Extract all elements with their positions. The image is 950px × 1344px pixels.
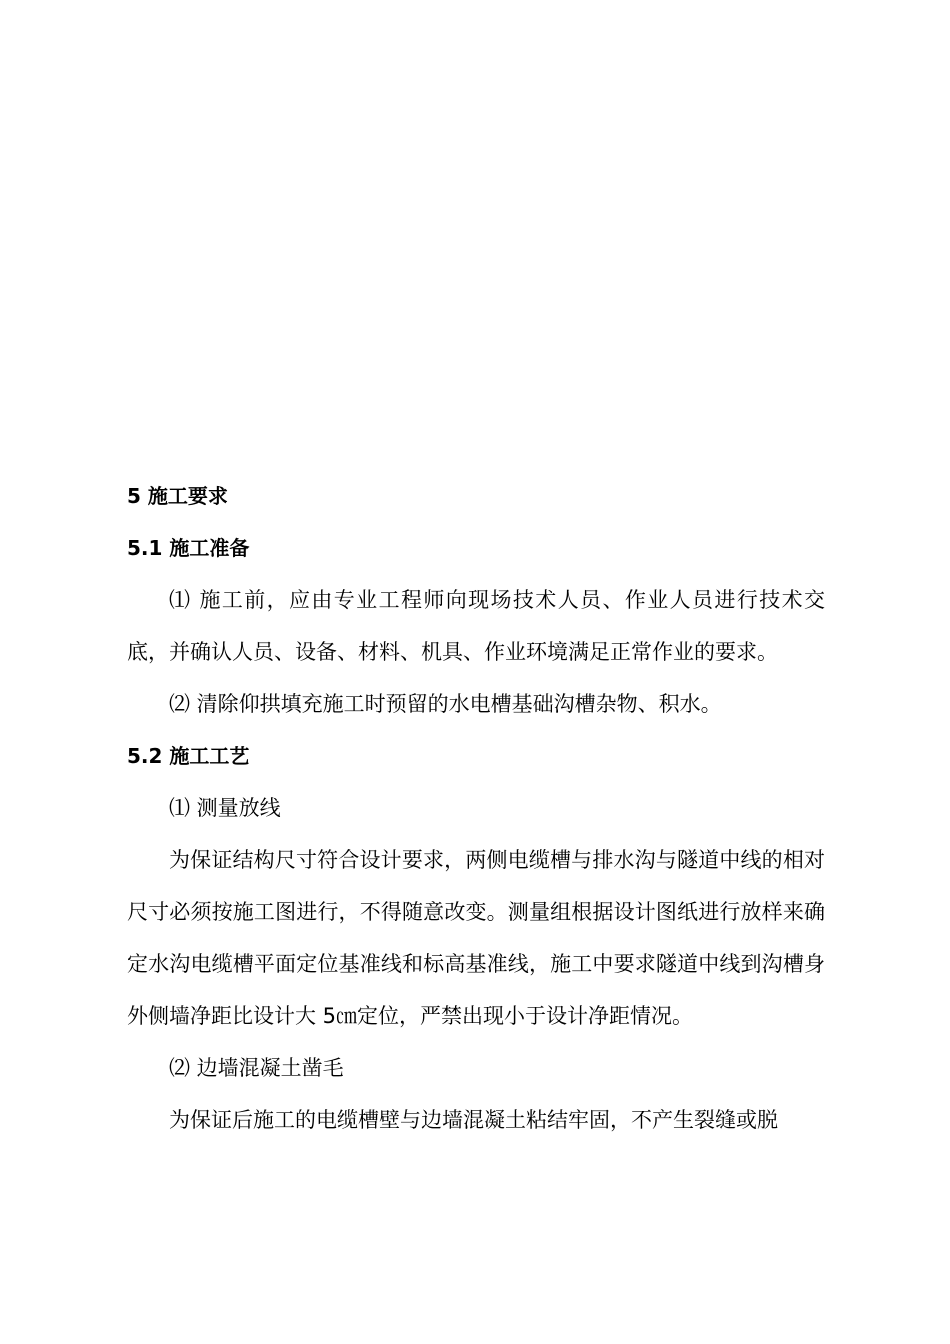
paragraph-preparation-2: ⑵ 清除仰拱填充施工时预留的水电槽基础沟槽杂物、积水。	[169, 692, 722, 716]
paragraph-roughening: 为保证后施工的电缆槽壁与边墙混凝土粘结牢固，不产生裂缝或脱	[169, 1108, 778, 1132]
item-heading-survey: ⑴ 测量放线	[169, 796, 281, 820]
subsection-heading-preparation: 5.1 施工准备	[127, 536, 250, 560]
section-heading: 5 施工要求	[127, 484, 228, 508]
item-heading-roughening: ⑵ 边墙混凝土凿毛	[169, 1056, 344, 1080]
subsection-heading-process: 5.2 施工工艺	[127, 744, 250, 768]
paragraph-preparation-1: ⑴ 施工前，应由专业工程师向现场技术人员、作业人员进行技术交底，并确认人员、设备、材料、机具、作业环境满足正常作业的要求。	[127, 588, 825, 664]
paragraph-survey: 为保证结构尺寸符合设计要求，两侧电缆槽与排水沟与隧道中线的相对尺寸必须按施工图进行，不得随意改变。测量组根据设计图纸进行放样来确定水沟电缆槽平面定位基准线和标高基准线，施工中要求隧道中线到沟槽身外侧墙净距比设计大 5㎝定位，严禁出现小于设计净距情况。	[127, 848, 825, 1028]
document-body	[127, 470, 825, 1146]
